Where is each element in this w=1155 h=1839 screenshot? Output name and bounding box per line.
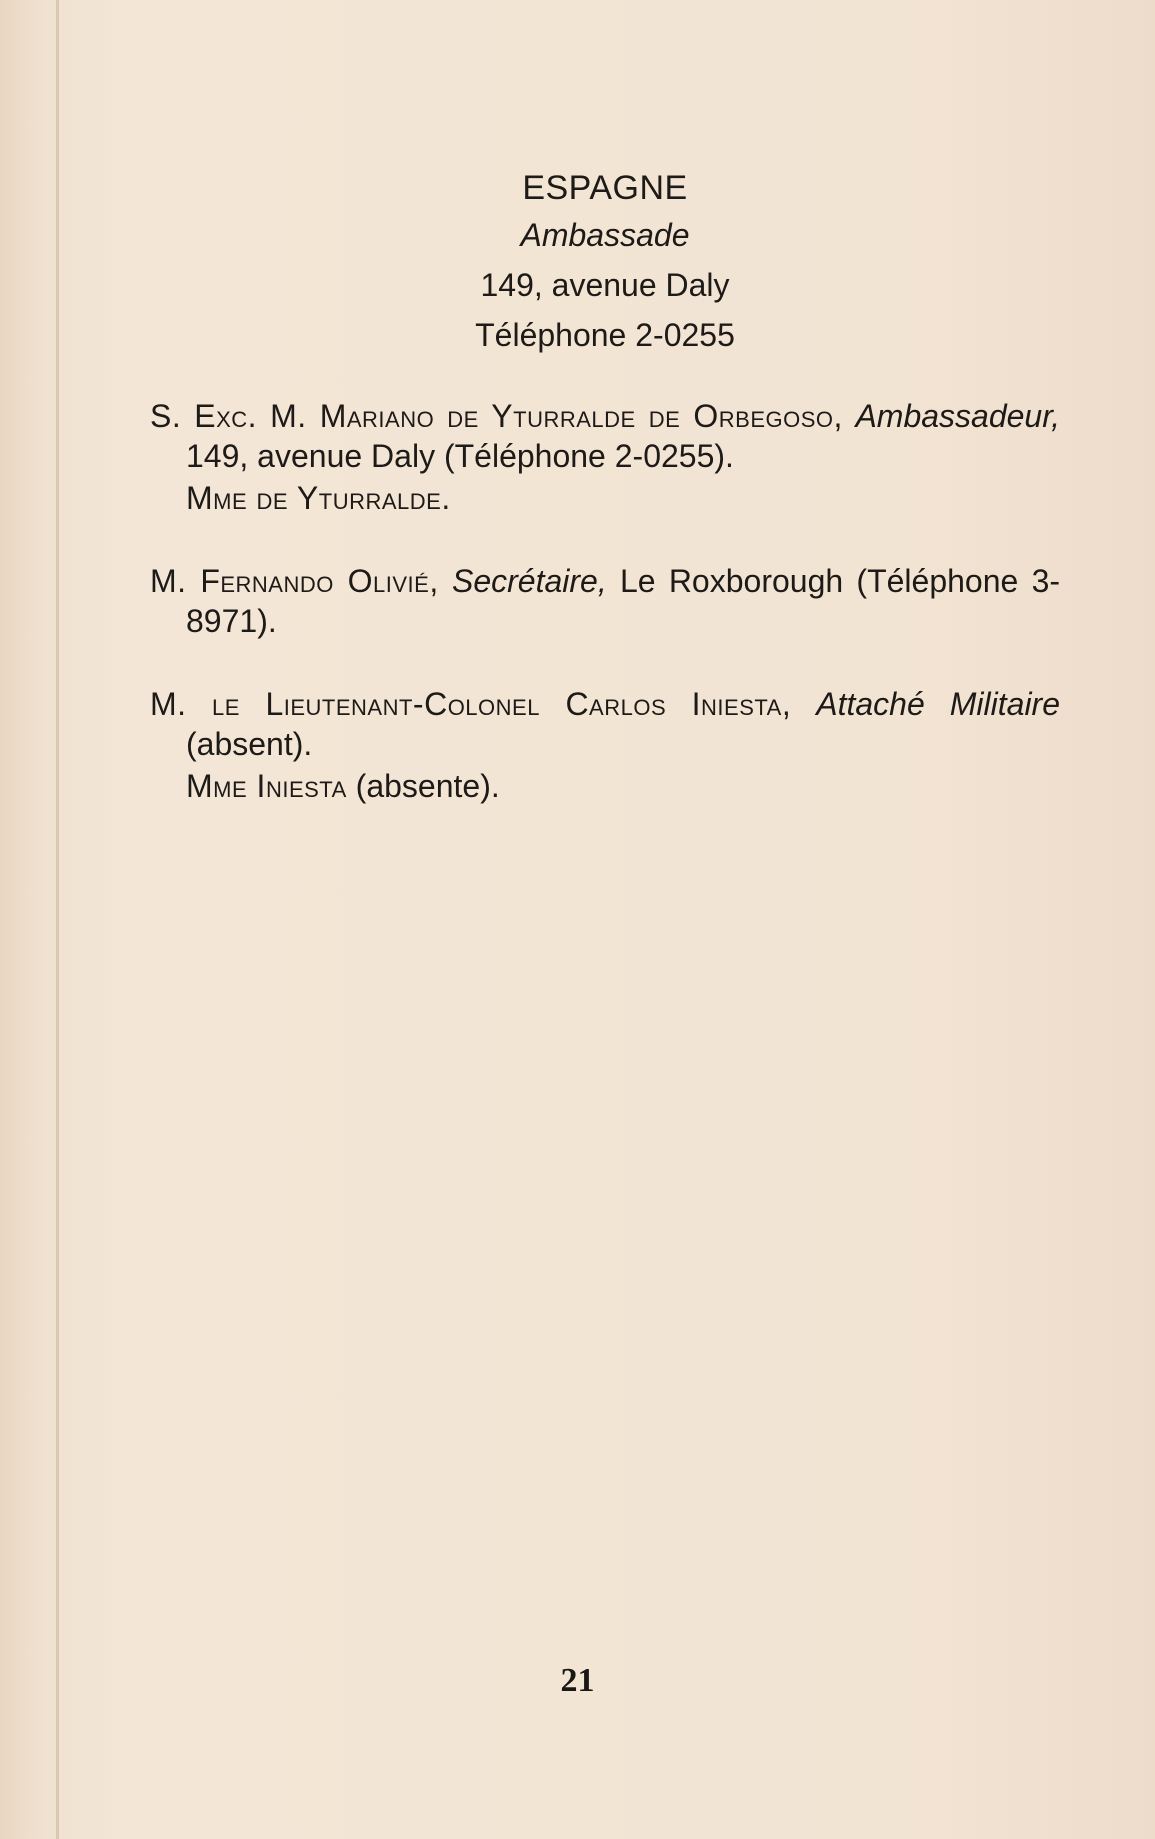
- staff-title: Secrétaire,: [451, 563, 607, 599]
- country-heading: ESPAGNE: [522, 169, 688, 207]
- staff-name: le Lieutenant-Colonel Carlos Iniesta,: [212, 686, 792, 722]
- staff-spouse: Mme de Yturralde.: [186, 480, 451, 516]
- staff-title: Attaché Militaire: [816, 686, 1060, 722]
- staff-prefix: S. Exc. M.: [150, 398, 320, 434]
- staff-entry-main: [150, 561, 1060, 641]
- staff-prefix: M.: [150, 686, 213, 722]
- document-content: [150, 168, 1060, 849]
- staff-details: 149, avenue Daly (Téléphone 2-0255).: [186, 438, 734, 474]
- staff-spouse-name: Mme Iniesta: [186, 768, 347, 804]
- staff-entry: [150, 684, 1060, 806]
- staff-spouse: [150, 766, 1060, 806]
- staff-name: Mariano de Yturralde de Orbegoso,: [319, 398, 843, 434]
- staff-list: [150, 396, 1060, 806]
- staff-title: Ambassadeur,: [855, 398, 1060, 434]
- mission-type: Ambassade: [520, 217, 690, 253]
- embassy-telephone: Téléphone 2-0255: [475, 317, 735, 353]
- page-fold: [56, 0, 59, 1839]
- staff-name: Fernando Olivié,: [200, 563, 439, 599]
- staff-entry: [150, 396, 1060, 518]
- staff-spouse-note: (absente).: [346, 768, 500, 804]
- embassy-header: [150, 168, 1060, 360]
- staff-entry-main: [150, 396, 1060, 476]
- staff-details: Le Roxborough (Téléphone 3-8971).: [186, 563, 1061, 639]
- staff-prefix: M.: [150, 563, 201, 599]
- embassy-address: 149, avenue Daly: [480, 267, 730, 303]
- staff-details: (absent).: [186, 726, 313, 762]
- staff-entry: [150, 561, 1060, 641]
- page-number: 21: [560, 1662, 595, 1699]
- staff-entry-main: [150, 684, 1060, 764]
